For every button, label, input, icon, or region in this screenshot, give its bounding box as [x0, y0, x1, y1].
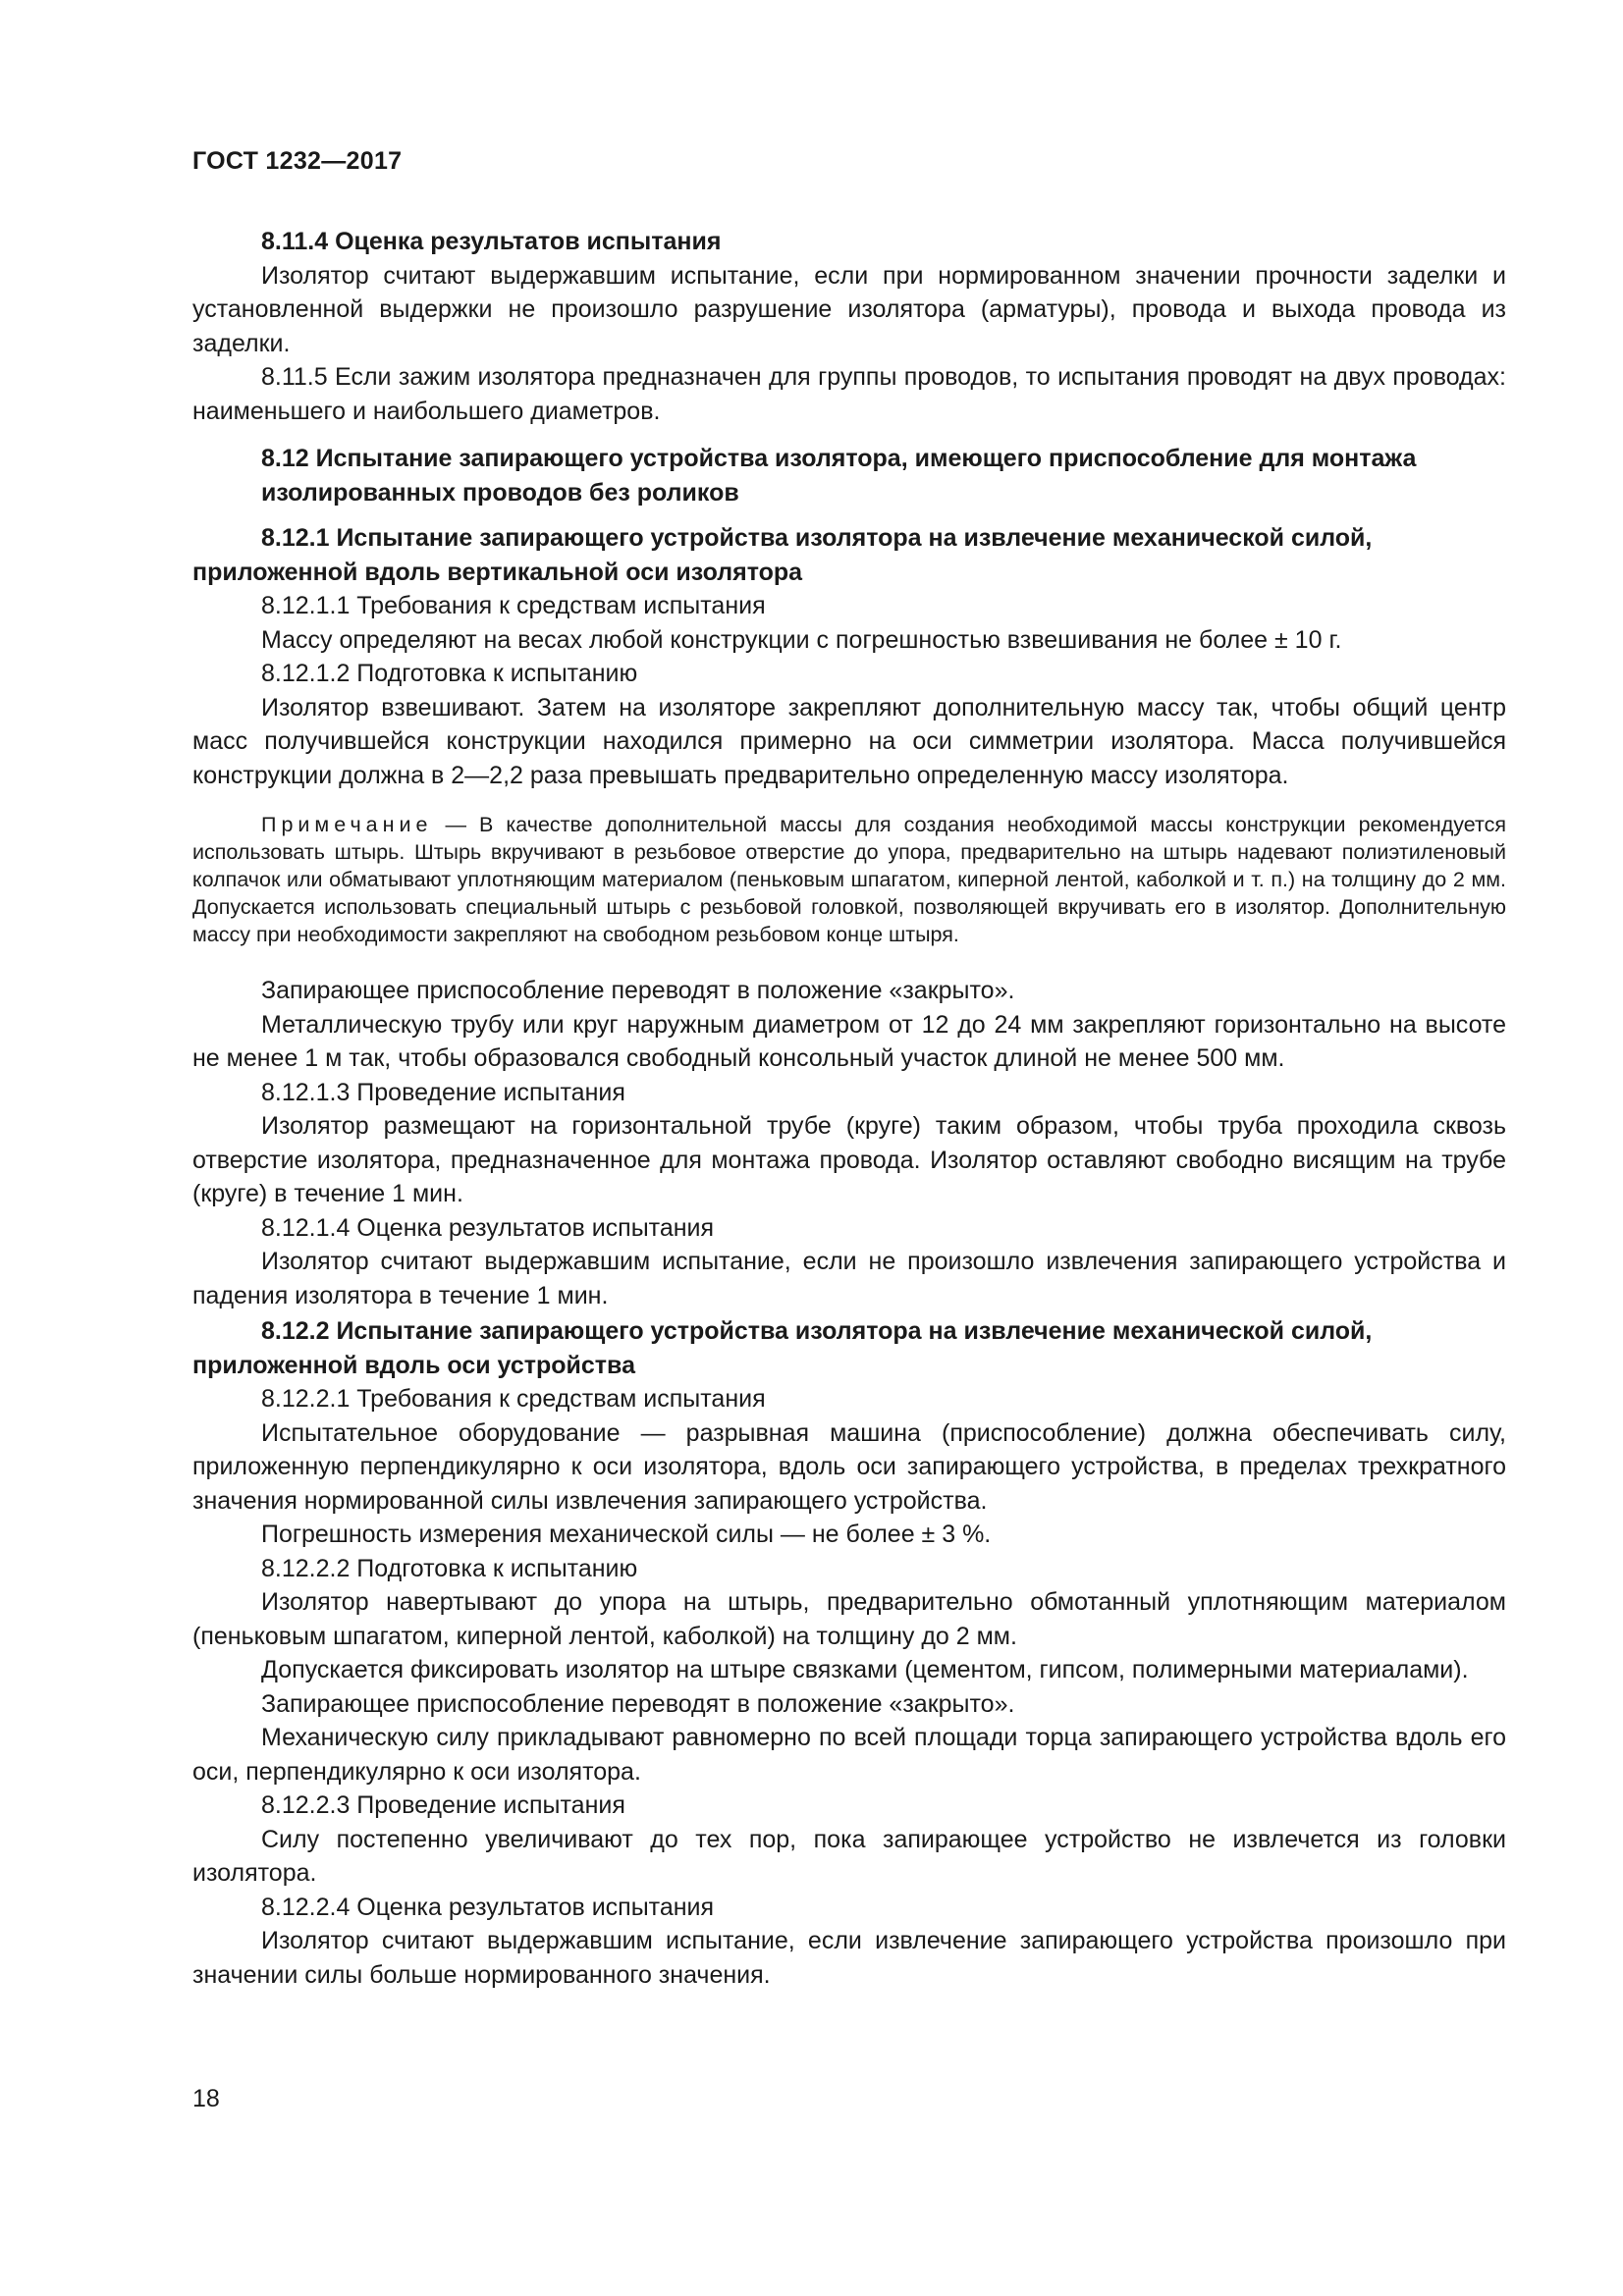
paragraph-8-12-2-3-text: Силу постепенно увеличивают до тех пор, пока запирающее устройство не извлечется из головки изолятора.: [192, 1825, 1506, 1887]
paragraph-8-12-2-1: 8.12.2.1 Требования к средствам испытания: [261, 1385, 766, 1413]
paragraph-8-12-1-1: 8.12.1.1 Требования к средствам испытания: [261, 592, 766, 619]
paragraph-8-12-1-2-text: Изолятор взвешивают. Затем на изоляторе закрепляют дополнительную массу так, чтобы общий центр масс получившейся конструкции находился примерно на оси симметрии изолятора. Масса получившейся конструкции должна в 2—2,2 раза превышать предварительно определенную массу изолятора.: [192, 693, 1506, 789]
paragraph-8-11-4-text: Изолятор считают выдержавшим испытание, если при нормированном значении прочности заделки и установленной выдержки не произошло разрушение изолятора (арматуры), провода и выхода провода из заделки.: [192, 261, 1506, 357]
paragraph-8-12-1-2-pipe: Металлическую трубу или круг наружным диаметром от 12 до 24 мм закрепляют горизонтально на высоте не менее 1 м так, чтобы образовался свободный консольный участок длиной не менее 500 мм.: [192, 1010, 1506, 1072]
paragraph-8-12-2-4-text: Изолятор считают выдержавшим испытание, если извлечение запирающего устройства произошло при значении силы больше нормированного значения.: [192, 1927, 1506, 1989]
heading-8-12-1: 8.12.1 Испытание запирающего устройства изолятора на извлечение механической силой, приложенной вдоль вертикальной оси изолятора: [192, 524, 1373, 586]
note-block: [192, 811, 1506, 948]
paragraph-8-12-2-1-accuracy: Погрешность измерения механической силы — не более ± 3 %.: [261, 1521, 992, 1548]
paragraph-8-12-2-2-lock: Запирающее приспособление переводят в положение «закрыто».: [261, 1689, 1015, 1718]
paragraph-8-12-2-2-force: Механическую силу прикладывают равномерно по всей площади торца запирающего устройства вдоль его оси, перпендикулярно к оси изолятора.: [192, 1724, 1506, 1786]
paragraph-8-12-2-2-fixing: Допускается фиксировать изолятор на штыре связками (цементом, гипсом, полимерными материалами).: [261, 1656, 1469, 1683]
paragraph-8-12-2-4: 8.12.2.4 Оценка результатов испытания: [261, 1893, 715, 1921]
page-number: 18: [192, 2085, 220, 2112]
paragraph-8-12-1-2-lock: Запирающее приспособление переводят в положение «закрыто».: [261, 977, 1015, 1004]
note-text: — В качестве дополнительной массы для создания необходимой массы конструкции рекомендуется использовать штырь. Штырь вкручивают в резьбовое отверстие до упора, предварительно на штырь надевают полиэтиленовый колпачок или обматывают уплотняющим материалом (пеньковым шпагатом, киперной лентой, каболкой и т. п.) на толщину до 2 мм. Допускается использовать специальный штырь с резьбовой головкой, позволяющей вкручивать его в изолятор. Дополнительную массу при необходимости закрепляют на свободном резьбовом конце штыря.: [192, 813, 1506, 946]
paragraph-8-12-1-4-text: Изолятор считают выдержавшим испытание, если не произошло извлечения запирающего устройства и падения изолятора в течение 1 мин.: [192, 1248, 1506, 1309]
paragraph-8-12-1-1-text: Массу определяют на весах любой конструкции с погрешностью взвешивания не более ± 10 г.: [261, 625, 1342, 654]
heading-8-12: 8.12 Испытание запирающего устройства изолятора, имеющего приспособление для монтажа изолированных проводов без роликов: [261, 445, 1417, 507]
paragraph-8-12-1-3: 8.12.1.3 Проведение испытания: [261, 1078, 625, 1106]
paragraph-8-12-2-3: 8.12.2.3 Проведение испытания: [261, 1791, 625, 1819]
paragraph-8-12-2-2-text: Изолятор навертывают до упора на штырь, предварительно обмотанный уплотняющим материалом (пеньковым шпагатом, киперной лентой, каболкой) на толщину до 2 мм.: [192, 1588, 1506, 1650]
document-code-header: ГОСТ 1232—2017: [192, 147, 403, 175]
document-body: [192, 225, 1506, 1992]
note-label: Примечание: [261, 813, 433, 836]
heading-8-12-2: 8.12.2 Испытание запирающего устройства изолятора на извлечение механической силой, приложенной вдоль оси устройства: [192, 1317, 1373, 1379]
paragraph-8-12-1-2: 8.12.1.2 Подготовка к испытанию: [261, 660, 638, 687]
heading-8-11-4: 8.11.4 Оценка результатов испытания: [261, 228, 722, 255]
paragraph-8-12-1-4: 8.12.1.4 Оценка результатов испытания: [261, 1213, 715, 1242]
paragraph-8-11-5: 8.11.5 Если зажим изолятора предназначен для группы проводов, то испытания проводят на двух проводах: наименьшего и наибольшего диаметров.: [192, 363, 1506, 425]
paragraph-8-12-2-2: 8.12.2.2 Подготовка к испытанию: [261, 1554, 638, 1582]
paragraph-8-12-2-1-text: Испытательное оборудование — разрывная машина (приспособление) должна обеспечивать силу, приложенную перпендикулярно к оси изолятора, вдоль оси запирающего устройства, в пределах трехкратного значения нормированной силы извлечения запирающего устройства.: [192, 1418, 1506, 1515]
paragraph-8-12-1-3-text: Изолятор размещают на горизонтальной трубе (круге) таким образом, чтобы труба проходила сквозь отверстие изолятора, предназначенное для монтажа провода. Изолятор оставляют свободно висящим на трубе (круге) в течение 1 мин.: [192, 1112, 1506, 1207]
